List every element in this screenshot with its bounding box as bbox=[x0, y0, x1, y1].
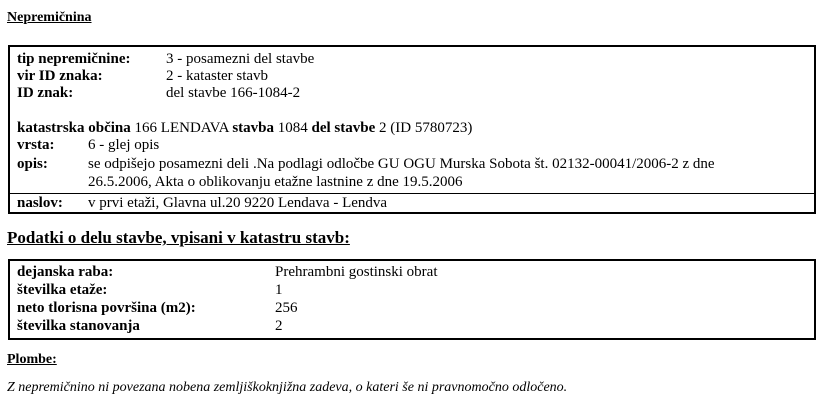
povrsina-value: 256 bbox=[275, 300, 298, 316]
dejanska-raba-label: dejanska raba: bbox=[17, 264, 114, 280]
vrsta-value: 6 - glej opis bbox=[88, 137, 160, 153]
vir-id-value: 2 - kataster stavb bbox=[166, 68, 269, 84]
tip-value: 3 - posamezni del stavbe bbox=[166, 51, 315, 67]
tip-label: tip nepremičnine: bbox=[17, 51, 131, 67]
stavba-label: stavba bbox=[232, 120, 275, 136]
stevilka-etaze-value: 1 bbox=[275, 282, 283, 298]
dejanska-raba-value: Prehrambni gostinski obrat bbox=[275, 264, 438, 280]
section-title-nepremicnina: Nepremičnina bbox=[7, 10, 92, 25]
opis-line-1: se odpišejo posamezni deli .Na podlagi odločbe GU OGU Murska Sobota št. 02132-00041/2006-2 z dne bbox=[88, 156, 715, 172]
obcina-label: katastrska občina bbox=[17, 120, 131, 136]
id-znak-label: ID znak: bbox=[17, 85, 74, 101]
naslov-label: naslov: bbox=[17, 195, 63, 211]
opis-label: opis: bbox=[17, 156, 48, 172]
cadastre-line bbox=[17, 120, 472, 137]
vir-id-label: vir ID znaka: bbox=[17, 68, 103, 84]
naslov-divider bbox=[8, 193, 816, 194]
opis-line-2: 26.5.2006, Akta o oblikovanju etažne lastnine z dne 19.5.2006 bbox=[88, 174, 463, 190]
stevilka-stanovanja-value: 2 bbox=[275, 318, 283, 334]
stevilka-etaze-label: številka etaže: bbox=[17, 282, 108, 298]
del-stavbe-value: 2 (ID 5780723) bbox=[379, 120, 473, 136]
naslov-value: v prvi etaži, Glavna ul.20 9220 Lendava - Lendva bbox=[88, 195, 388, 211]
id-znak-value: del stavbe 166-1084-2 bbox=[166, 85, 301, 101]
stevilka-stanovanja-label: številka stanovanja bbox=[17, 318, 140, 334]
vrsta-label: vrsta: bbox=[17, 137, 55, 153]
plombe-title: Plombe: bbox=[7, 352, 57, 367]
legal-note: Z nepremičnino ni povezana nobena zemljiškoknjižna zadeva, o kateri še ni pravnomočno odločeno. bbox=[7, 380, 568, 395]
stavba-value: 1084 bbox=[277, 120, 308, 136]
obcina-value: 166 LENDAVA bbox=[134, 120, 229, 136]
del-stavbe-label: del stavbe bbox=[311, 120, 376, 136]
part-section-title: Podatki o delu stavbe, vpisani v katastru stavb: bbox=[7, 228, 350, 247]
povrsina-label: neto tlorisna površina (m2): bbox=[17, 300, 196, 316]
